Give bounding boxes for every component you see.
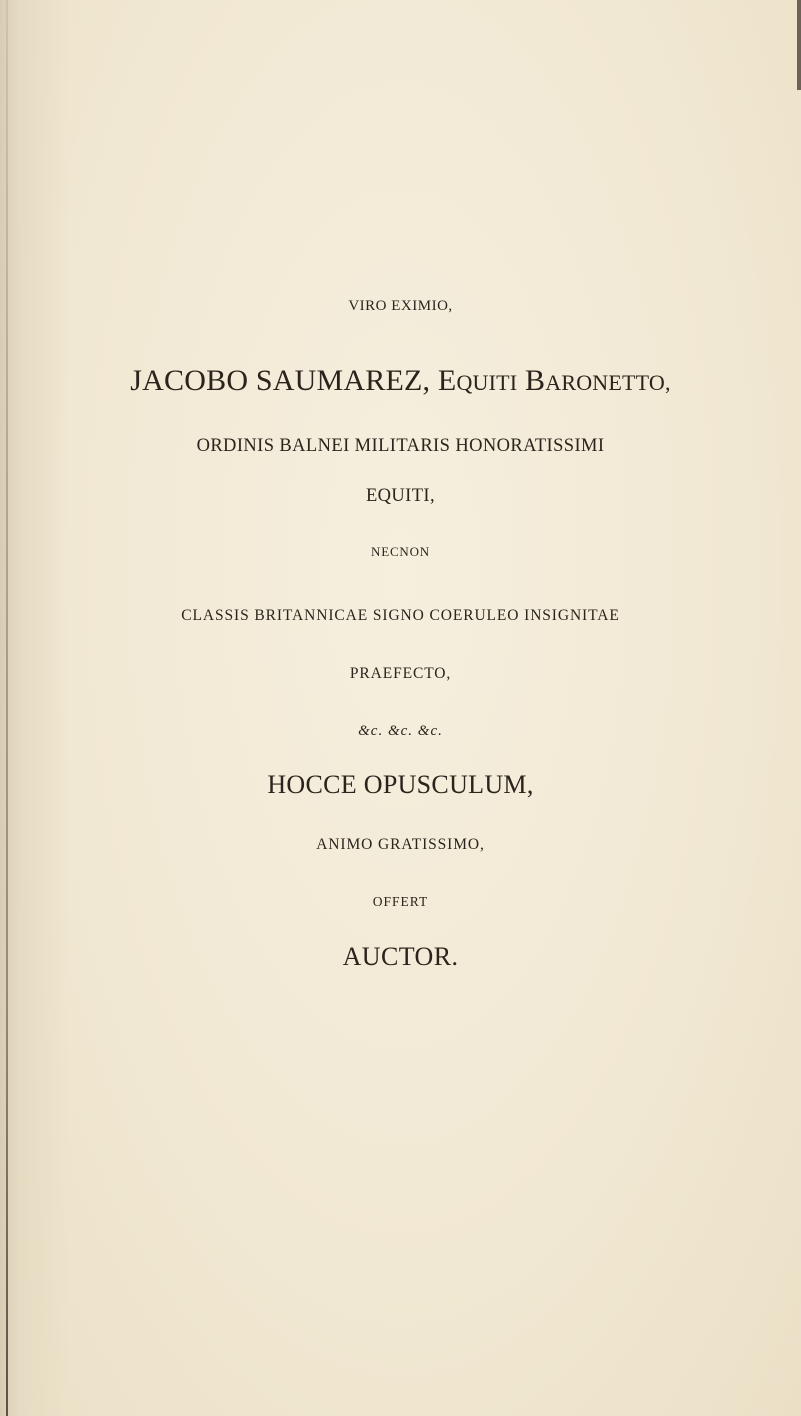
- title-rest-quiti: QUITI: [456, 370, 518, 395]
- dedication-etc: &c. &c. &c.: [358, 723, 443, 739]
- dedicatee-name: JACOBO SAUMAREZ,: [130, 364, 431, 397]
- dedication-name-line: [0, 364, 801, 398]
- dedication-animo: ANIMO GRATISSIMO,: [316, 836, 485, 853]
- dedication-auctor: AUCTOR.: [342, 942, 459, 971]
- title-rest-aronetto: ARONETTO,: [545, 370, 671, 395]
- binding-edge: [6, 0, 8, 1416]
- dedication-opusculum: HOCCE OPUSCULUM,: [267, 770, 534, 799]
- title-initial-e: E: [437, 364, 457, 397]
- dedication-equiti: EQUITI,: [365, 486, 436, 506]
- dedication-viro-eximio: VIRO EXIMIO,: [348, 298, 453, 314]
- dedication-order-line: ORDINIS BALNEI MILITARIS HONORATISSIMI: [196, 436, 605, 456]
- dedication-fleet-line: CLASSIS BRITANNICAE SIGNO COERULEO INSIGNITAE: [181, 607, 620, 624]
- dedication-necnon: NECNON: [371, 544, 430, 559]
- dedication-offert: OFFERT: [372, 894, 429, 909]
- page-edge-mark: [797, 0, 801, 90]
- title-initial-b: B: [525, 364, 546, 397]
- binding-gutter: [0, 0, 70, 1416]
- dedication-praefecto: PRAEFECTO,: [349, 665, 452, 682]
